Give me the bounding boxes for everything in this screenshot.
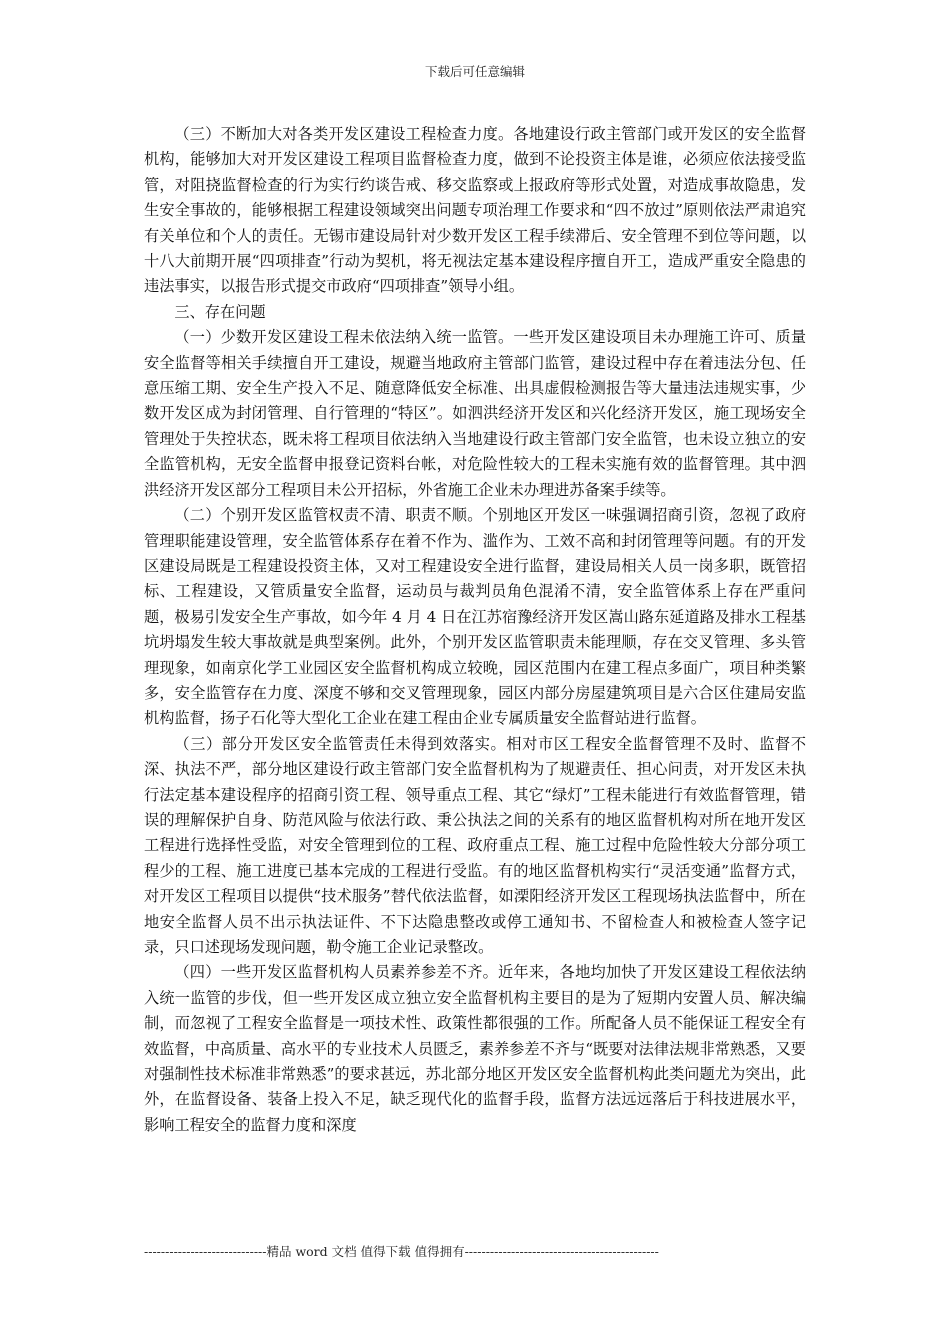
paragraph-problem-1: （一）少数开发区建设工程未依法纳入统一监管。一些开发区建设项目未办理施工许可、质量安全监督等相关手续擅自开工建设，规避当地政府主管部门监管，建设过程中存在着违法分包、任意压缩工期、安全生产投入不足、随意降低安全标准、出具虚假检测报告等大量违法违规实事，少数开发区成为封闭管理、自行管理的“特区”。如泗洪经济开发区和兴化经济开发区，施工现场安全管理处于失控状态，既未将工程项目依法纳入当地建设行政主管部门安全监管，也未设立独立的安全监管机构，无安全监督申报登记资料台帐，对危险性较大的工程未实施有效的监督管理。其中泗洪经济开发区部分工程项目未公开招标，外省施工企业未办理进苏备案手续等。 [144, 328, 806, 499]
paragraph-inspection-strength: （三）不断加大对各类开发区建设工程检查力度。各地建设行政主管部门或开发区的安全监督机构，能够加大对开发区建设工程项目监督检查力度，做到不论投资主体是谁，必须应依法接受监管，对阻挠监督检查的行为实行约谈告戒、移交监察或上报政府等形式处置，对造成事故隐患，发生安全事故的，能够根据工程建设领域突出问题专项治理工作要求和“四不放过”原则依法严肃追究有关单位和个人的责任。无锡市建设局针对少数开发区工程手续滞后、安全管理不到位等问题，以十八大前期开展“四项排查”行动为契机，将无视法定基本建设程序擅自开工，造成严重安全隐患的违法事实，以报告形式提交市政府“四项排查”领导小组。 [144, 125, 806, 296]
paragraph-problem-2: （二）个别开发区监管权责不清、职责不顺。个别地区开发区一味强调招商引资，忽视了政府管理职能建设管理，安全监管体系存在着不作为、滥作为、工效不高和封闭管理等问题。有的开发区建设局既是工程建设投资主体，又对工程建设安全进行监督，建设局相关人员一岗多职，既管招标、工程建设，又管质量安全监督，运动员与裁判员角色混淆不清，安全监管体系上存在严重问题，极易引发安全生产事故，如今年 4 月 4 日在江苏宿豫经济开发区嵩山路东延道路及排水工程基坑坍塌发生较大事故就是典型案例。此外，个别开发区监管职责未能理顺，存在交叉管理、多头管理现象，如南京化学工业园区安全监督机构成立较晚，园区范围内在建工程点多面广，项目种类繁多，安全监管存在力度、深度不够和交叉管理现象，园区内部分房屋建筑项目是六合区住建局安监机构监督，扬子石化等大型化工企业在建工程由企业专属质量安全监督站进行监督。 [144, 506, 806, 728]
section-heading-problems: 三、存在问题 [174, 302, 266, 321]
page-header: 下载后可任意编辑 [424, 64, 525, 79]
document-body [144, 122, 806, 1138]
paragraph-problem-4: （四）一些开发区监督机构人员素养参差不齐。近年来，各地均加快了开发区建设工程依法纳入统一监管的步伐，但一些开发区成立独立安全监督机构主要目的是为了短期内安置人员、解决编制，而忽视了工程安全监督是一项技术性、政策性都很强的工作。所配备人员不能保证工程安全有效监督，中高质量、高水平的专业技术人员匮乏，素养参差不齐与“既要对法律法规非常熟悉，又要对强制性技术标准非常熟悉”的要求甚远，苏北部分地区开发区安全监督机构此类问题尤为突出，此外，在监督设备、装备上投入不足，缺乏现代化的监督手段，监督方法远远落后于科技进展水平，影响工程安全的监督力度和深度 [144, 963, 806, 1134]
page-footer: -----------------------------精品 word 文档 值得下载 值得拥有---------------------------------------------- [144, 1244, 659, 1259]
paragraph-problem-3: （三）部分开发区安全监管责任未得到效落实。相对市区工程安全监督管理不及时、监督不深、执法不严，部分地区建设行政主管部门安全监督机构为了规避责任、担心问责，对开发区未执行法定基本建设程序的招商引资工程、领导重点工程、其它“绿灯”工程未能进行有效监督管理，错误的理解保护自身、防范风险与依法行政、秉公执法之间的关系有的地区监督机构对所在地开发区工程进行选择性受监，对安全管理到位的工程、政府重点工程、施工过程中危险性较大分部分项工程少的工程、施工进度已基本完成的工程进行受监。有的地区监督机构实行“灵活变通”监督方式，对开发区工程项目以提供“技术服务”替代依法监督，如溧阳经济开发区工程现场执法监督中，所在地安全监督人员不出示执法证件、不下达隐患整改或停工通知书、不留检查人和被检查人签字记录，只口述现场发现问题，勒令施工企业记录整改。 [144, 734, 806, 956]
